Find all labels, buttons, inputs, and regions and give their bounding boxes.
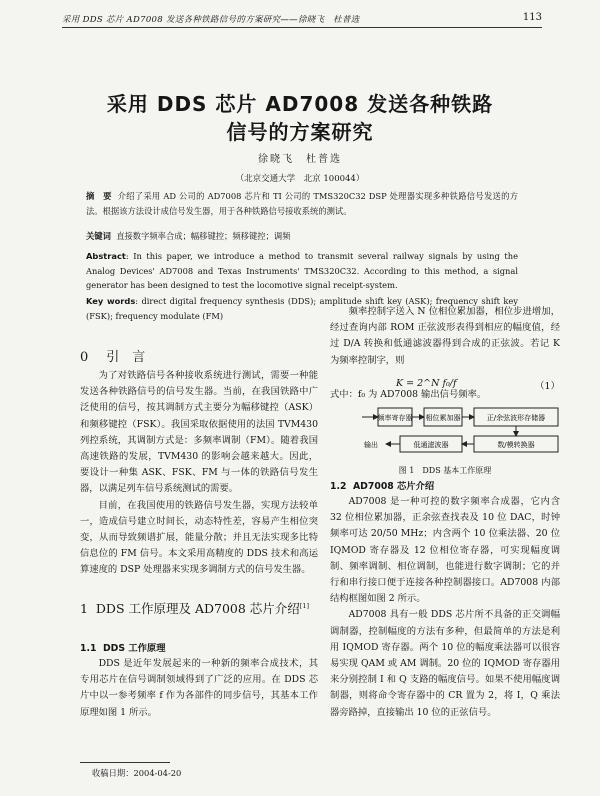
intro-paragraph: 目前，在我国使用的铁路信号发生器，实现方法较单一，造成信号建立时间长，动态特性差，容易产生相位突变，从而导致频谱扩展，能量分散；并且无法实现多比特信息位的 FM 信号。本文采用高精度的 DDS 技术和高运算速度的 DSP 处理器来实现多调制方式的信号发生器。 [80,499,318,576]
phase-acc-label: 相位累加器 [425,414,461,422]
paper-title-line2: 信号的方案研究 [226,120,374,144]
page-number: 113 [522,12,542,23]
lpf-label: 低通滤波器 [413,441,449,449]
running-title: 采用 DDS 芯片 AD7008 发送各种铁路信号的方案研究——徐晓飞 杜普选 [62,15,360,25]
section-1-title: DDS 工作原理及 AD7008 芯片介绍 [95,601,300,617]
section-1-1-heading [80,640,166,654]
right-para-2 [330,387,560,403]
right-paragraph: 频率控制字送入 N 位相位累加器，相位步进增加，经过查询内部 ROM 正弦波形表得到相应的幅度值，经过 D/A 转换和低通滤波器得到合成的正弦波。若记 K 为频率控制字，则 [330,306,560,366]
abstract-en-text: : In this paper, we introduce a method to transmit several railway signals by using the Analog Devices' AD7008 and Texas Instruments' TMS320C32. According to this method, a signal generator has been designed to test the locomotive signal receipt-system. [86,251,518,290]
section-0-title: 引 言 [106,350,146,365]
intro-paragraph: 为了对铁路信号各种接收系统进行测试，需要一种能发送各种铁路信号的信号发生器。当前，在我国铁路中广泛使用的信号，按其调制方式主要分为幅移键控（ASK）和频移键控（FSK）。我国采取依据使用的法国 TVM430 列控系统，其调制方式是：多频率调制（FM）。随着我国高速铁路的发展，TVM430 的影响会越来越大。因此，要设计一种集 ASK、FSK、FM 与一体的铁路信号发生器，以满足列车信号系统测试的需要。 [80,370,318,495]
abstract-cn-label: 摘 要 [86,191,112,201]
section-0-number: 0 [80,350,89,365]
abstract-cn [86,189,518,218]
section-1-ref: [1] [299,602,310,610]
running-header [62,13,542,28]
section-1-1-number: 1.1 [80,643,97,654]
keywords-cn [86,229,518,244]
right-body [330,494,560,721]
sin-rom-label: 正/余弦波形存储器 [486,414,546,422]
section-1-1-title: DDS 工作原理 [102,643,166,654]
abstract-en-label: Abstract [86,251,126,261]
section-1-heading [80,596,320,619]
abstract-en [86,249,518,293]
section-1-number: 1 [80,601,88,617]
section-1-1-paragraph: DDS 是近年发展起来的一种新的频率合成技术，其专用芯片在信号调制领域得到了广泛的应用。在 DDS 芯片中以一参考频率 f 作为各部件的同步信号，其基本工作原理如图 1 所示。 [80,658,318,718]
intro-body [80,368,318,579]
right-paragraph: AD7008 是一种可控的数字频率合成器，它内含 32 位相位累加器，正余弦查找表及 10 位 DAC，时钟频率可达 20/50 MHz；内含两个 10 位乘法器、20 位 IQMOD 寄存器及 12 位相位寄存器，可实现幅度调制、频率调制、相位调制，也能进行数字调制；它的并行和串行接口便于连接各种控制器接口。AD7008 内部结构框图如图 2 所示。 [330,496,560,605]
footnote-rule [80,762,170,763]
output-label: 输出 [364,441,378,449]
formula-number: （1） [534,381,560,392]
authors: 徐晓飞 杜普选 [258,154,342,165]
section-1-2-number: 1.2 [330,481,347,492]
freq-reg-label: 频率寄存器 [377,414,413,422]
section-0-heading [80,346,163,365]
footnote: 收稿日期：2004-04-20 [92,768,182,778]
right-paragraph: 式中：f₀ 为 AD7008 输出信号频率。 [330,389,487,400]
keywords-cn-label: 关键词 [86,231,111,241]
dac-label: 数/模转换器 [497,441,535,449]
keywords-en-label: Key words [86,296,136,306]
section-1-1-body [80,656,318,721]
abstract-cn-text: 介绍了采用 AD 公司的 AD7008 芯片和 TI 公司的 TMS320C32 DSP 处理器实现多种铁路信号发送的方法。根据该方法设计成信号发生器，用于各种铁路信号接收系统的测试。 [86,191,518,216]
right-paragraph: AD7008 具有一般 DDS 芯片所不具备的正交调幅调制器，控制幅度的方法有多种，但最简单的方法是利用 IQMOD 寄存器。两个 10 位的幅度乘法器可以很容易实现 QAM 或 AM 调制。20 位的 IQMOD 寄存器用来分别控制 I 和 Q 支路的幅度信号。如果不使用幅度调制器，则将命令寄存器中的 CR 置为 2，将 I，Q 乘法器旁路掉，直接输出 10 位的正弦信号。 [330,609,560,718]
keywords-en-text: : direct digital frequency synthesis (DDS); amplitude shift key (ASK); frequency shift key (FSK); frequency modulate (FM) [86,296,518,321]
formula-lhs: K [396,378,404,389]
affiliation: （北京交通大学 北京 100044） [235,174,365,184]
section-1-2-heading [330,478,434,492]
section-1-2-title: AD7008 芯片介绍 [352,481,435,492]
right-para-1 [330,304,560,369]
figure-1-caption: 图 1 DDS 基本工作原理 [398,466,492,475]
keywords-cn-text: 直接数字频率合成；幅移键控；频移键控；调频 [116,231,291,241]
dds-block-diagram [362,402,562,458]
formula-rhs: = 2^N f₀/f [406,378,457,389]
paper-title-line1: 采用 DDS 芯片 AD7008 发送各种铁路 [106,92,494,116]
